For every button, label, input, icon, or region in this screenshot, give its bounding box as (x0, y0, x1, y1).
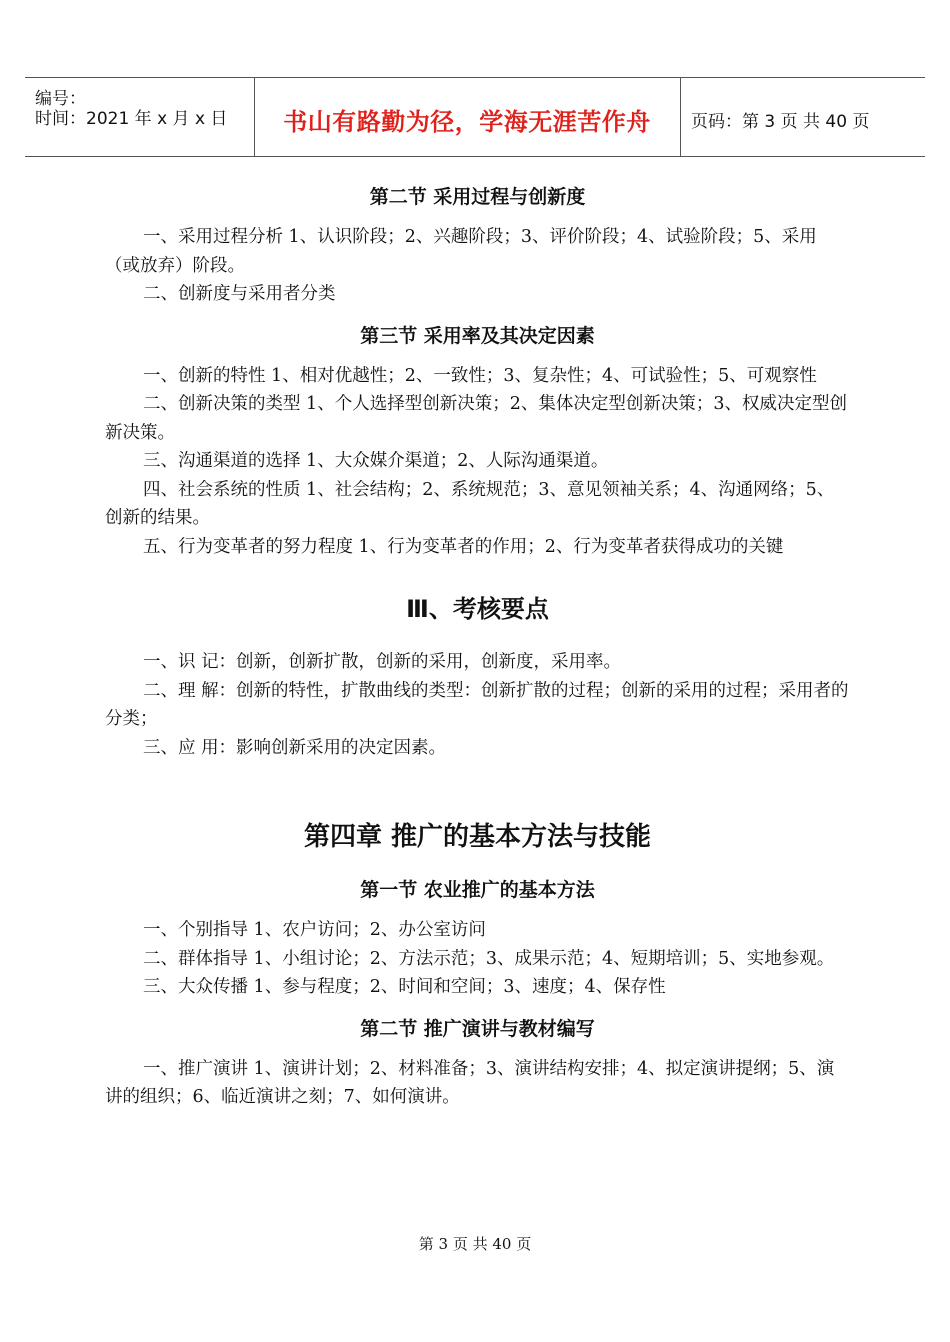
paragraph: 二、创新决策的类型 1、个人选择型创新决策；2、集体决定型创新决策；3、权威决定型创新决策。 (105, 394, 847, 443)
paragraph: 一、创新的特性 1、相对优越性；2、一致性；3、复杂性；4、可试验性；5、可观察性 (143, 365, 817, 386)
paragraph: 一、识 记：创新，创新扩散，创新的采用，创新度，采用率。 (143, 652, 622, 672)
paragraph: 三、应 用：影响创新采用的决定因素。 (143, 737, 447, 758)
page-header (25, 77, 925, 157)
section-title: 第二节 推广演讲与教材编写 (360, 1017, 595, 1040)
header-motto: 书山有路勤为径，学海无涯苦作舟 (283, 108, 651, 136)
header-page-info: 页码：第 3 页 共 40 页 (691, 112, 870, 132)
paragraph: 一、采用过程分析 1、认识阶段；2、兴趣阶段；3、评价阶段；4、试验阶段；5、采用（或放弃）阶段。 (105, 227, 817, 276)
document-body (105, 182, 850, 1112)
page-footer: 第 3 页 共 40 页 (418, 1235, 532, 1253)
section-title: 第三节 采用率及其决定因素 (360, 324, 595, 347)
section-title: 第一节 农业推广的基本方法 (360, 879, 595, 901)
paragraph: 三、沟通渠道的选择 1、大众媒介渠道；2、人际沟通渠道。 (143, 451, 609, 471)
paragraph: 三、大众传播 1、参与程度；2、时间和空间；3、速度；4、保存性 (143, 977, 666, 997)
paragraph: 五、行为变革者的努力程度 1、行为变革者的作用；2、行为变革者获得成功的关键 (143, 536, 784, 557)
header-middle-cell (254, 78, 681, 156)
paragraph: 四、社会系统的性质 1、社会结构；2、系统规范；3、意见领袖关系；4、沟通网络；5、创新的结果。 (105, 479, 835, 528)
section-title: 第二节 采用过程与创新度 (369, 186, 586, 208)
paragraph: 二、创新度与采用者分类 (143, 284, 336, 304)
document-time: 时间：2021 年 x 月 x 日 (35, 109, 228, 129)
paragraph: 二、理 解：创新的特性，扩散曲线的类型：创新扩散的过程；创新的采用的过程；采用者的分类； (105, 680, 849, 729)
paragraph: 二、群体指导 1、小组讨论；2、方法示范；3、成果示范；4、短期培训；5、实地参观。 (143, 948, 835, 969)
header-left-cell (25, 78, 255, 156)
paragraph: 一、推广演讲 1、演讲计划；2、材料准备；3、演讲结构安排；4、拟定演讲提纲；5、演讲的组织；6、临近演讲之刻；7、如何演讲。 (105, 1058, 835, 1107)
document-number: 编号： (35, 89, 86, 109)
paragraph: 一、个别指导 1、农户访问；2、办公室访问 (143, 920, 486, 940)
header-right-cell (681, 78, 925, 156)
chapter-title: 第四章 推广的基本方法与技能 (303, 822, 652, 852)
part-title: Ⅲ、考核要点 (406, 595, 549, 623)
